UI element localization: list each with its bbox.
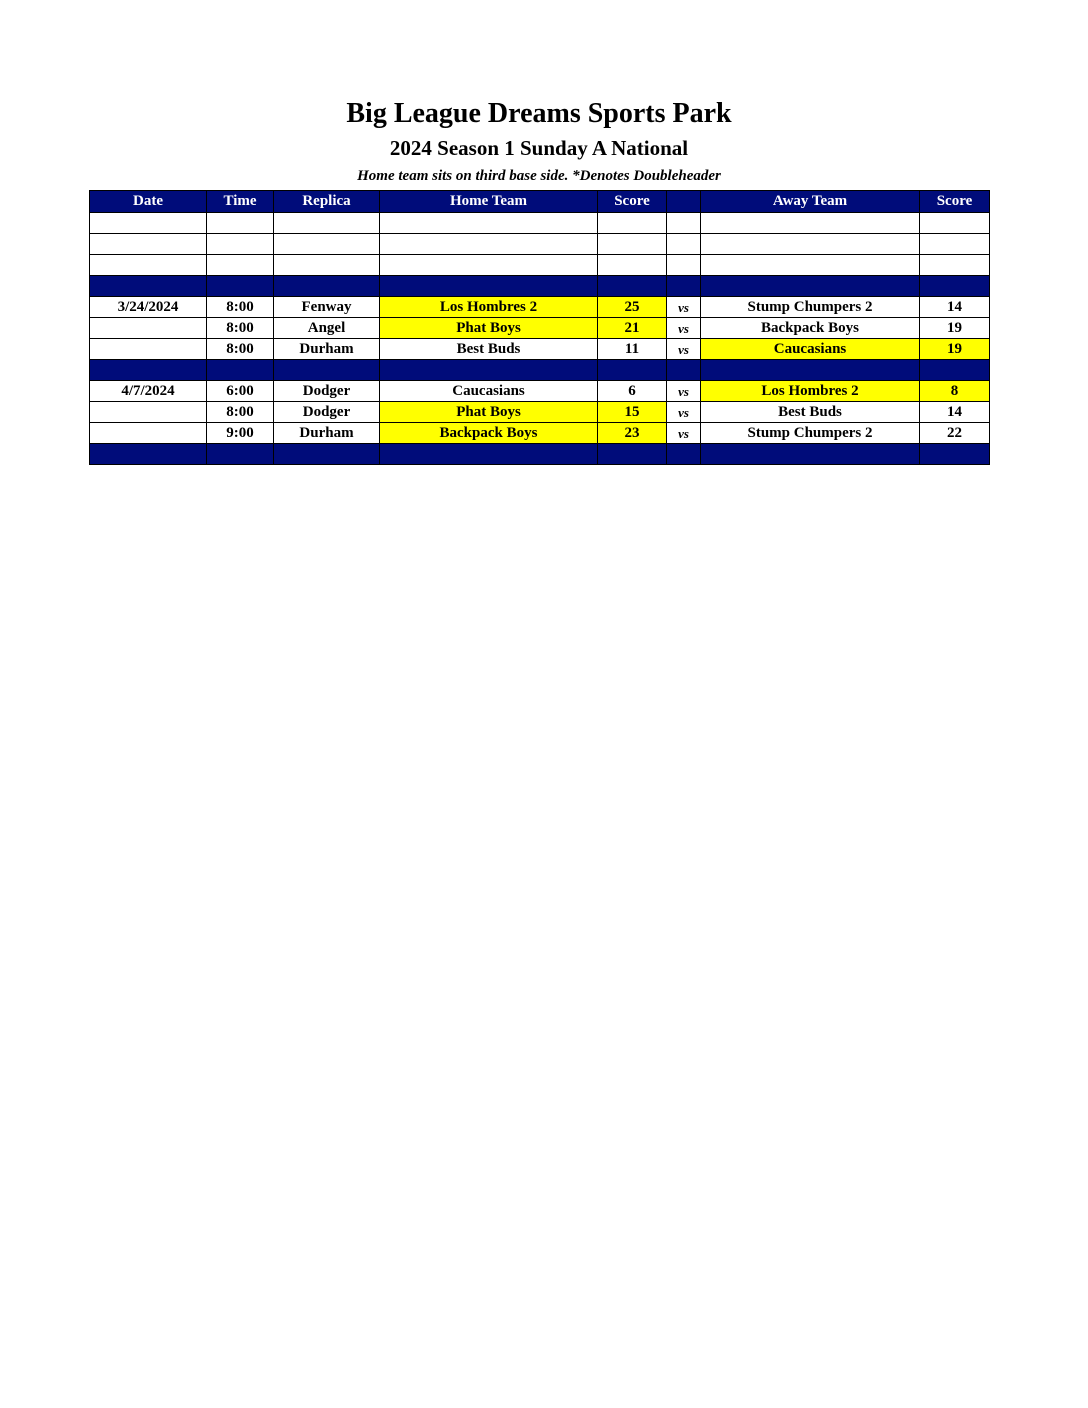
blank-cell	[90, 213, 207, 234]
separator-cell	[920, 276, 990, 297]
away-team-cell: Caucasians	[701, 339, 920, 360]
home-score-cell: 21	[598, 318, 667, 339]
away-team-cell: Stump Chumpers 2	[701, 297, 920, 318]
col-header-away-team: Away Team	[701, 191, 920, 213]
home-score-cell: 6	[598, 381, 667, 402]
separator-cell	[667, 444, 701, 465]
separator-cell	[274, 276, 380, 297]
separator-cell	[207, 360, 274, 381]
separator-cell	[920, 444, 990, 465]
replica-cell: Durham	[274, 423, 380, 444]
blank-cell	[701, 234, 920, 255]
blank-cell	[274, 255, 380, 276]
separator-cell	[207, 444, 274, 465]
separator-cell	[274, 444, 380, 465]
away-score-cell: 22	[920, 423, 990, 444]
away-team-cell: Stump Chumpers 2	[701, 423, 920, 444]
home-score-cell: 11	[598, 339, 667, 360]
table-row	[90, 381, 990, 402]
vs-cell: vs	[667, 423, 701, 444]
blank-cell	[207, 255, 274, 276]
table-row	[90, 402, 990, 423]
separator-cell	[90, 444, 207, 465]
blank-cell	[920, 234, 990, 255]
time-cell: 8:00	[207, 339, 274, 360]
away-score-cell: 14	[920, 297, 990, 318]
time-cell: 8:00	[207, 402, 274, 423]
separator-cell	[598, 360, 667, 381]
separator-cell	[701, 360, 920, 381]
separator-cell	[207, 276, 274, 297]
vs-cell: vs	[667, 297, 701, 318]
away-team-cell: Best Buds	[701, 402, 920, 423]
header-row	[90, 191, 990, 213]
separator-row	[90, 276, 990, 297]
separator-cell	[667, 360, 701, 381]
table-row	[90, 423, 990, 444]
separator-cell	[90, 276, 207, 297]
blank-row	[90, 255, 990, 276]
separator-row	[90, 360, 990, 381]
page-subtitle: 2024 Season 1 Sunday A National	[389, 136, 689, 160]
blank-cell	[667, 234, 701, 255]
col-header-time: Time	[207, 191, 274, 213]
table-row	[90, 318, 990, 339]
time-cell: 8:00	[207, 318, 274, 339]
separator-cell	[701, 276, 920, 297]
blank-cell	[380, 255, 598, 276]
blank-cell	[701, 255, 920, 276]
blank-cell	[207, 213, 274, 234]
date-cell	[90, 318, 207, 339]
home-team-cell: Best Buds	[380, 339, 598, 360]
blank-cell	[701, 213, 920, 234]
time-cell: 6:00	[207, 381, 274, 402]
separator-cell	[274, 360, 380, 381]
away-score-cell: 19	[920, 318, 990, 339]
home-team-cell: Phat Boys	[380, 318, 598, 339]
col-header-home-score: Score	[598, 191, 667, 213]
date-cell	[90, 402, 207, 423]
away-score-cell: 8	[920, 381, 990, 402]
blank-cell	[90, 234, 207, 255]
table-row	[90, 297, 990, 318]
blank-cell	[920, 255, 990, 276]
col-header-vs	[667, 191, 701, 213]
blank-cell	[274, 213, 380, 234]
separator-cell	[598, 276, 667, 297]
blank-cell	[207, 234, 274, 255]
table-row	[90, 339, 990, 360]
replica-cell: Angel	[274, 318, 380, 339]
separator-cell	[598, 444, 667, 465]
home-team-cell: Los Hombres 2	[380, 297, 598, 318]
blank-row	[90, 234, 990, 255]
home-score-cell: 23	[598, 423, 667, 444]
blank-cell	[380, 213, 598, 234]
blank-cell	[667, 213, 701, 234]
replica-cell: Fenway	[274, 297, 380, 318]
vs-cell: vs	[667, 318, 701, 339]
home-team-cell: Phat Boys	[380, 402, 598, 423]
vs-cell: vs	[667, 339, 701, 360]
home-score-cell: 15	[598, 402, 667, 423]
schedule-body	[90, 213, 990, 465]
col-header-replica: Replica	[274, 191, 380, 213]
vs-cell: vs	[667, 381, 701, 402]
away-score-cell: 19	[920, 339, 990, 360]
separator-cell	[380, 444, 598, 465]
date-cell	[90, 423, 207, 444]
blank-cell	[90, 255, 207, 276]
away-score-cell: 14	[920, 402, 990, 423]
blank-cell	[920, 213, 990, 234]
blank-row	[90, 213, 990, 234]
schedule-note: Home team sits on third base side. *Denotes Doubleheader	[357, 168, 721, 184]
date-cell: 4/7/2024	[90, 381, 207, 402]
blank-cell	[598, 234, 667, 255]
time-cell: 9:00	[207, 423, 274, 444]
time-cell: 8:00	[207, 297, 274, 318]
blank-cell	[598, 213, 667, 234]
vs-cell: vs	[667, 402, 701, 423]
page-title: Big League Dreams Sports Park	[346, 98, 732, 129]
date-cell: 3/24/2024	[90, 297, 207, 318]
away-team-cell: Los Hombres 2	[701, 381, 920, 402]
separator-cell	[667, 276, 701, 297]
blank-cell	[667, 255, 701, 276]
home-score-cell: 25	[598, 297, 667, 318]
away-team-cell: Backpack Boys	[701, 318, 920, 339]
col-header-home-team: Home Team	[380, 191, 598, 213]
blank-cell	[598, 255, 667, 276]
replica-cell: Durham	[274, 339, 380, 360]
separator-cell	[701, 444, 920, 465]
separator-cell	[920, 360, 990, 381]
separator-row	[90, 444, 990, 465]
replica-cell: Dodger	[274, 402, 380, 423]
replica-cell: Dodger	[274, 381, 380, 402]
separator-cell	[380, 276, 598, 297]
home-team-cell: Backpack Boys	[380, 423, 598, 444]
blank-cell	[380, 234, 598, 255]
separator-cell	[380, 360, 598, 381]
blank-cell	[274, 234, 380, 255]
date-cell	[90, 339, 207, 360]
home-team-cell: Caucasians	[380, 381, 598, 402]
col-header-away-score: Score	[920, 191, 990, 213]
schedule-table	[89, 190, 990, 465]
separator-cell	[90, 360, 207, 381]
col-header-date: Date	[90, 191, 207, 213]
